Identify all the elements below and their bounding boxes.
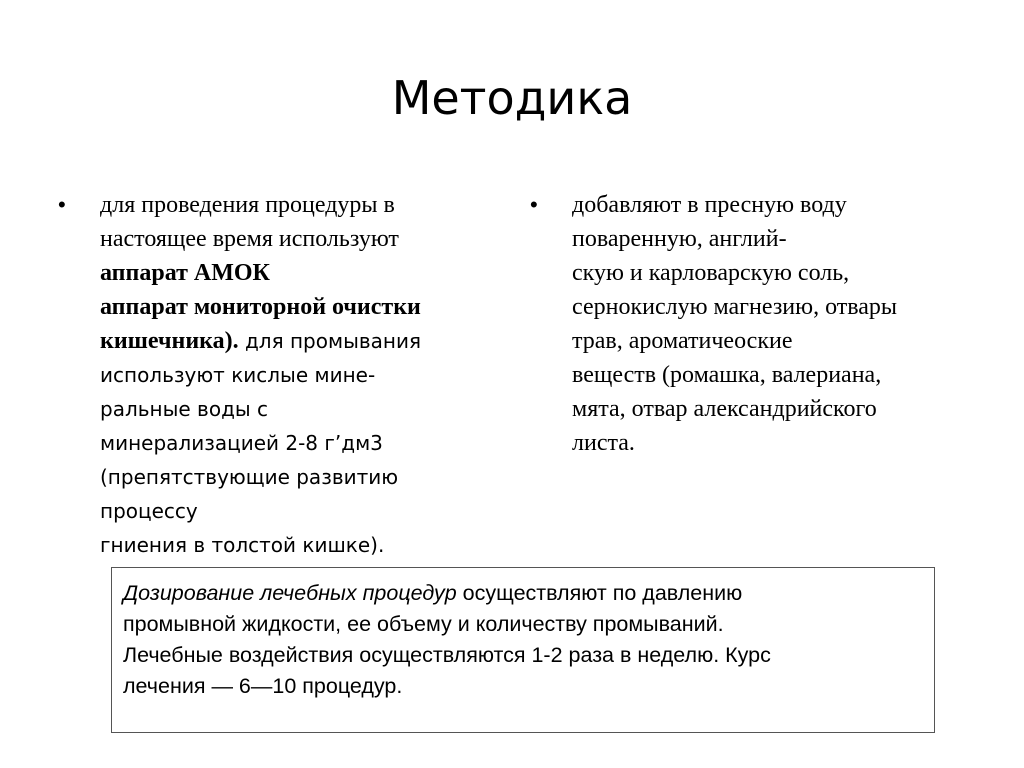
- box-line-4: лечения — 6—10 процедур.: [123, 674, 403, 698]
- right-line-5: трав, ароматичеоские: [572, 328, 793, 354]
- right-line-4: сернокислую магнезию, отвары: [572, 294, 898, 320]
- left-line-6: используют кислые мине-: [100, 363, 376, 387]
- right-line-6: веществ (ромашка, валериана,: [572, 362, 882, 388]
- left-column: [58, 188, 488, 562]
- box-line-1-italic: Дозирование лечебных процедур: [123, 581, 457, 605]
- left-line-8: минерализацией 2-8 г’дм3: [100, 431, 383, 455]
- right-line-8: листа.: [572, 430, 635, 456]
- left-column-text: [100, 188, 488, 562]
- right-line-2: поваренную, англий-: [572, 226, 787, 252]
- dosage-text-box: [111, 567, 935, 733]
- left-line-4: аппарат мониторной очистки: [100, 294, 421, 320]
- left-line-7: ральные воды с: [100, 397, 269, 421]
- left-line-5-bold: кишечника).: [100, 328, 239, 354]
- left-line-10: процессу: [100, 499, 198, 523]
- box-line-1-rest: осуществляют по давлению: [456, 581, 743, 605]
- right-column: [530, 188, 970, 460]
- left-line-9: (препятствующие развитию: [100, 465, 399, 489]
- left-line-1: для проведения процедуры в: [100, 192, 395, 218]
- right-line-7: мята, отвар александрийского: [572, 396, 877, 422]
- left-line-3: аппарат АМОК: [100, 260, 270, 286]
- box-line-3: Лечебные воздействия осуществляются 1-2 раза в неделю. Курс: [123, 643, 771, 667]
- right-line-1: добавляют в пресную воду: [572, 192, 847, 218]
- left-line-5: [100, 324, 488, 358]
- box-line-2: промывной жидкости, ее объему и количеству промываний.: [123, 612, 724, 636]
- right-column-text: [572, 188, 970, 460]
- box-line-1: [123, 578, 924, 609]
- right-line-3: скую и карловарскую соль,: [572, 260, 850, 286]
- bullet-left: •: [58, 192, 66, 217]
- left-line-11: гниения в толстой кишке).: [100, 533, 385, 557]
- left-line-5-rest: для промывания: [238, 329, 422, 353]
- bullet-right: •: [530, 192, 538, 217]
- left-line-2: настоящее время используют: [100, 226, 399, 252]
- slide-title: Методика: [391, 71, 633, 125]
